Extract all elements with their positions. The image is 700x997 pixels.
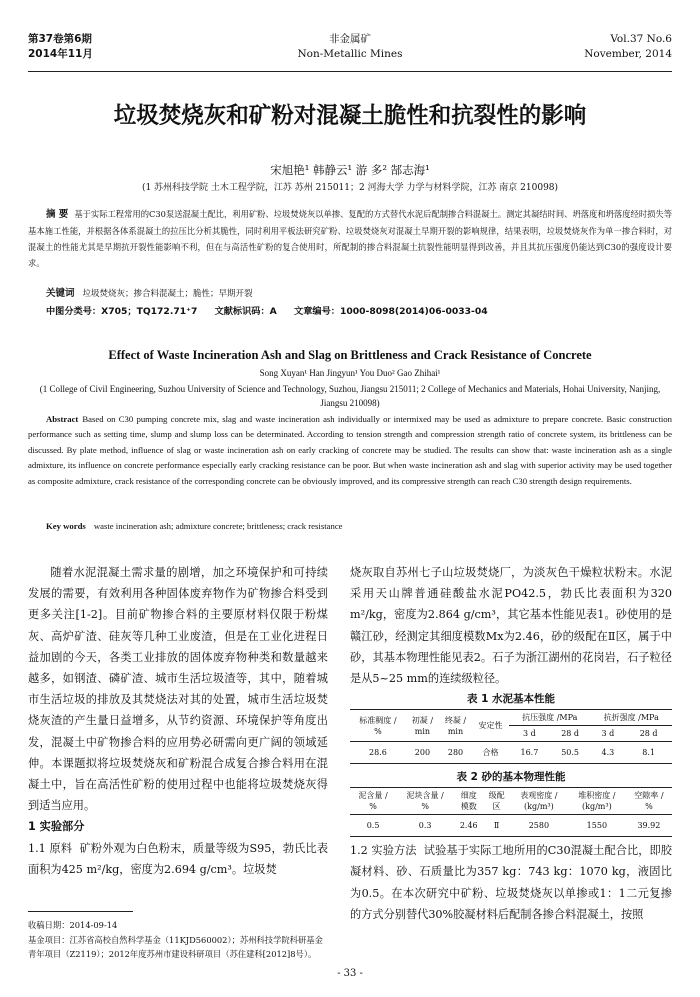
t1-header-comp-3d: 3 d [509, 726, 550, 742]
table-cell: 2.46 [459, 821, 478, 831]
table-cell: 50.5 [561, 748, 580, 758]
table-cell: 8.1 [642, 748, 655, 758]
table-cell: 280 [447, 748, 464, 758]
keywords-en-label: Key words [46, 521, 86, 531]
t1-header-comp-28d: 28 d [550, 726, 591, 742]
subsection-heading-method: 1.2 实验方法 [350, 844, 417, 858]
affiliation-en: (1 College of Civil Engineering, Suzhou University of Science and Technology, Suzhou, Jiangsu 215011; 2 College of Mechanics and Materials, Hohai University, Nanjing, Jiangsu 210098) [39, 384, 661, 408]
header-volume: 第37卷第6期 [28, 33, 92, 45]
header-date: 2014年11月 [28, 48, 93, 60]
table1-cement-properties [350, 709, 672, 764]
method-paragraph [350, 840, 672, 925]
affiliation-cn: (1 苏州科技学院 土木工程学院，江苏 苏州 215011；2 河海大学 力学与材料学院，江苏 南京 210098) [141, 183, 559, 193]
materials-text: 矿粉外观为白色粉末，质量等级为S95，勃氏比表面积为425 m²/kg，密度为2.694 g/cm³。垃圾焚 [28, 841, 329, 876]
clc-number: 中图分类号：X705；TQ172.71⁺7 [46, 306, 198, 317]
subsection-heading-materials: 1.1 原料 [28, 841, 73, 855]
abstract-cn-text: 基于实际工程常用的C30泵送混凝土配比，利用矿粉、垃圾焚烧灰以单掺、复配的方式替代水泥后配制掺合料混凝土。测定其凝结时间、坍落度和坍落度经时损失等基本施工性能，并根据各体系混凝土的拉压比分析其脆性，同时利用平板法研究矿粉、垃圾焚烧灰对混凝土早期开裂的影响规律，结果表明，垃圾焚烧灰作为单一掺合料时，对混凝土的性能尤其是早期抗开裂性能影响不利，但在与高活性矿粉的复合使用时，所配制的掺合料混凝土抗裂性能明显得到改善，并且其抗压强度仍能达到C30的强度设计要求。 [28, 209, 673, 268]
footnote-divider [28, 911, 133, 912]
section-heading-experiment: 1 实验部分 [28, 820, 85, 834]
table-cell: 28.6 [369, 748, 387, 758]
t2-header-clay-lump: 泥块含量 / % [396, 788, 454, 815]
keywords-cn-text: 垃圾焚烧灰；掺合料混凝土；脆性；早期开裂 [82, 289, 253, 299]
t1-header-flex-3d: 3 d [591, 726, 626, 742]
intro-paragraph: 随着水泥混凝土需求量的剧增，加之环境保护和可持续发展的需要，有效利用各种固体废弃物作为矿物掺合料受到更多关注[1-2]。目前矿物掺合料的主要原材料仅限于粉煤灰、高炉矿渣、硅灰等几种工业废渣，但是在工业化进程日益加剧的今天，各类工业排放的固体废弃物种类和数量越来越多，如钢渣、磷矿渣、城市生活垃圾渣等，其中，随着城市生活垃圾的排放及其焚烧法对其的处置，城市生活垃圾焚烧灰渣的产生量日益增多，从节约资源、环境保护等角度出发，混凝土中矿物掺合料的应用势必研需向更广阔的领域延伸。本课题拟将垃圾焚烧灰和矿粉混合成复合掺合料用在混凝土中，旨在高活性矿粉的使用过程中也能将垃圾焚烧灰得到适当应用。 [28, 566, 328, 813]
t1-header-flexural: 抗折强度 /MPa [591, 710, 673, 726]
header-volume-en: Vol.37 No.6 [610, 33, 672, 45]
t1-header-stability: 安定性 [472, 710, 509, 742]
keywords-en [46, 521, 343, 531]
keywords-cn-label: 关键词 [46, 288, 75, 299]
journal-name-cn: 非金属矿 [329, 33, 371, 45]
page-number: - 33 - [337, 968, 363, 979]
document-code: 文献标识码：A [214, 306, 277, 317]
table2-title: 表 2 砂的基本物理性能 [456, 771, 566, 784]
received-date: 收稿日期：2014-09-14 [28, 920, 118, 930]
keywords-en-text: waste incineration ash; admixture concrete; brittleness; crack resistance [93, 521, 343, 531]
abstract-cn-label: 摘 要 [46, 209, 69, 220]
journal-name-en: Non-Metallic Mines [297, 48, 403, 60]
table-cell: 0.5 [366, 821, 380, 831]
table1-title: 表 1 水泥基本性能 [466, 693, 556, 706]
title-en: Effect of Waste Incineration Ash and Slag on Brittleness and Crack Resistance of Concrete [108, 348, 592, 362]
table-cell: 200 [414, 748, 431, 758]
t1-header-compressive: 抗压强度 /MPa [509, 710, 590, 726]
t2-header-apparent-density: 表观密度 / (kg/m³) [510, 788, 568, 815]
title-cn: 垃圾焚烧灰和矿粉对混凝土脆性和抗裂性的影响 [113, 103, 587, 129]
article-number: 文章编号：1000-8098(2014)06-0033-04 [294, 306, 488, 317]
table-cell: 2580 [528, 821, 550, 831]
footnote [28, 918, 328, 962]
running-header [28, 32, 672, 72]
table-row [350, 742, 672, 764]
t2-header-grading: 级配 区 [483, 788, 510, 815]
t2-header-porosity: 空隙率 / % [626, 788, 672, 815]
classification-cn [46, 303, 502, 317]
funding-note: 基金项目：江苏省高校自然科学基金（11KJD560002）；苏州科技学院科研基金青年项目（Z2119）；2012年度苏州市建设科研项目（苏住建科[2012]8号）。 [28, 934, 323, 960]
table2-sand-properties [350, 787, 672, 837]
t2-header-fineness: 细度 模数 [454, 788, 483, 815]
body-column-left [28, 562, 328, 880]
keywords-cn [46, 285, 253, 299]
abstract-cn [28, 206, 672, 271]
abstract-en-text: Based on C30 pumping concrete mix, slag and waste incineration ash individually or intermixed may be used as admixture to prepare concrete. Basic construction performance such as setting time, slump and slump loss can be determinated. According to tension strength and compression strength ratio of concrete system, its brittleness can be discussed. By plate method, influence of slag or waste incineration ash on early cracking of concrete may be studied. The results can show that: waste incineration ash as a single admixture, its influence on concrete performance especially early cracking resistance can be poor. But when waste incineration ash and slag with superior activity may be used together as composite admixture, crack resistance of the corresponding concrete can be obviously improved, and its compressive strength can reach C30 strength design requirements. [28, 414, 672, 486]
authors-en: Song Xuyan¹ Han Jingyun¹ You Duo² Gao Zhihai¹ [259, 368, 441, 378]
header-date-en: November, 2014 [584, 48, 672, 60]
t1-header-flex-28d: 28 d [625, 726, 672, 742]
t2-header-bulk-density: 堆积密度 / (kg/m³) [568, 788, 626, 815]
abstract-en [28, 412, 672, 489]
method-text: 试验基于实际工地所用的C30混凝土配合比，即胶凝材料、砂、石质量比为357 kg：743 kg：1070 kg，液固比为0.5。在本次研究中矿粉、垃圾焚烧灰以单掺或1：1二元复掺的方式分别替代30%胶凝材料后配制各掺合料混凝土，按照 [350, 844, 672, 921]
materials-paragraph [28, 838, 328, 880]
header-right [584, 32, 672, 62]
table-cell: Ⅱ [493, 821, 500, 831]
table-cell: 16.7 [520, 748, 539, 758]
t2-header-mud-content: 泥含量 / % [350, 788, 396, 815]
table-row [350, 815, 672, 837]
header-center [28, 32, 672, 62]
t1-header-consistency: 标准稠度 / % [350, 710, 406, 742]
abstract-en-label: Abstract [46, 414, 79, 424]
materials-continued-paragraph: 烧灰取自苏州七子山垃圾焚烧厂，为淡灰色干燥粒状粉末。水泥采用天山牌普通硅酸盐水泥PO42.5，勃氏比表面积为320 m²/kg，密度为2.864 g/cm³，其它基本性能见表1。砂使用的是赣江砂，经测定其细度模数Mx为2.46，砂的级配在Ⅱ区，属于中砂，其基本物理性能见表2。石子为浙江湖州的花岗岩，石子粒径是从5~25 mm的连续级粒径。 [350, 566, 672, 686]
table-cell: 39.92 [637, 821, 661, 831]
table-cell: 4.3 [601, 748, 615, 758]
table-cell: 1550 [586, 821, 608, 831]
body-column-right [350, 562, 672, 925]
table-cell: 0.3 [418, 821, 432, 831]
t1-header-final-set: 终凝 / min [439, 710, 472, 742]
table-cell: 合格 [482, 748, 499, 758]
t1-header-initial-set: 初凝 / min [406, 710, 439, 742]
authors-cn: 宋旭艳¹ 韩静云¹ 游 多² 郜志海¹ [270, 163, 430, 177]
